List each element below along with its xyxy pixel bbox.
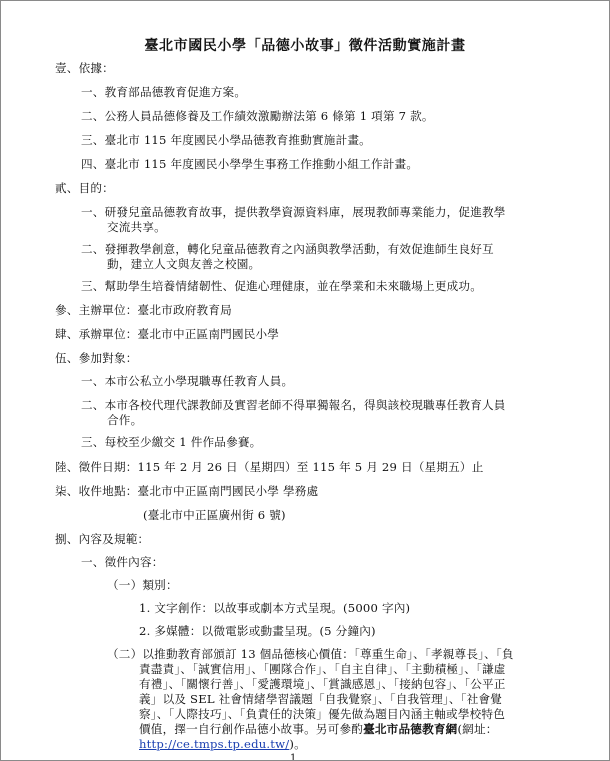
category-item-1: 1. 文字創作：以故事或劇本方式呈現。(5000 字內) [139,601,411,615]
category-label: （一）類別： [107,578,178,592]
core-values-line-1: （二）以推動教育部頒訂 13 個品德核心價值：「尊重生命」、「孝親尊長」、「負 [107,647,514,661]
section-5-heading: 伍、參加對象： [55,351,138,365]
core-values-line-4: 義」以及 SEL 社會情緒學習議題「自我覺察」、「自我管理」、「社會覺 [139,692,503,706]
section-8-heading: 捌、內容及規範： [55,532,150,546]
purpose-item-3: 三、幫助學生培養情緒韌性、促進心理健康，並在學業和未來職場上更成功。 [81,279,482,293]
content-subheading: 一、徵件內容： [81,555,164,569]
executor-line: 肆、承辦單位：臺北市中正區南門國民小學 [55,327,280,341]
purpose-item-2-line-2: 動，建立人文與友善之校園。 [107,257,261,271]
core-values-line-6-text: 價值，擇一自行創作品德小故事。另可參酌 [139,722,364,736]
moral-education-website-link[interactable]: http://ce.tmps.tp.edu.tw/ [139,737,290,751]
core-values-line-2: 責盡責」、「誠實信用」、「團隊合作」、「自主自律」、「主動積極」、「謙虛 [139,662,506,676]
participant-item-2-line-2: 合作。 [107,413,143,427]
basis-item-3: 三、臺北市 115 年度國民小學品德教育推動實施計畫。 [81,133,371,147]
submission-address-line: (臺北市中正區廣州街 6 號) [143,508,286,522]
basis-item-2: 二、公務人員品德修養及工作績效激勵辦法第 6 條第 1 項第 7 款。 [81,109,434,123]
purpose-item-2-line-1: 二、發揮教學創意，轉化兒童品德教育之內涵與教學活動，有效促進師生良好互 [81,242,494,256]
organizer-line: 參、主辦單位：臺北市政府教育局 [55,303,232,317]
purpose-item-1-line-2: 交流共享。 [107,220,166,234]
document-title: 臺北市國民小學「品德小故事」徵件活動實施計畫 [144,38,466,54]
page-number: 1 [290,753,297,761]
moral-education-site-name: 臺北市品德教育網 [363,722,458,736]
category-item-2: 2. 多媒體：以微電影或動畫呈現。(5 分鐘內) [139,624,376,638]
url-prefix: (網址： [457,722,498,736]
basis-item-1: 一、教育部品德教育促進方案。 [81,85,247,99]
submission-date-line: 陸、徵件日期：115 年 2 月 26 日（星期四）至 115 年 5 月 29 日（星期五）止 [55,460,484,474]
section-1-heading: 壹、依據： [55,61,114,75]
core-values-line-5: 察」、「人際技巧」、「負責任的決策」優先做為題目內涵主軸或學校特色 [139,707,505,721]
participant-item-3: 三、每校至少繳交 1 件作品參賽。 [81,435,262,449]
participant-item-1: 一、本市公私立小學現職專任教育人員。 [81,374,294,388]
core-values-line-3: 有禮」、「關懷行善」、「愛護環境」、「賞識感恩」、「接納包容」、「公平正 [139,677,506,691]
participant-item-2-line-1: 二、本市各校代理代課教師及實習老師不得單獨報名，得與該校現職專任教育人員 [81,398,506,412]
core-values-line-7 [139,737,306,752]
url-suffix: )。 [289,737,306,751]
section-2-heading: 貳、目的： [55,181,114,195]
submission-location-line: 柒、收件地點：臺北市中正區南門國民小學 學務處 [55,484,319,498]
basis-item-4: 四、臺北市 115 年度國民小學學生事務工作推動小組工作計畫。 [81,157,419,171]
core-values-line-6 [139,722,498,737]
purpose-item-1-line-1: 一、研發兒童品德教育故事，提供教學資源資料庫，展現教師專業能力，促進教學 [81,205,506,219]
